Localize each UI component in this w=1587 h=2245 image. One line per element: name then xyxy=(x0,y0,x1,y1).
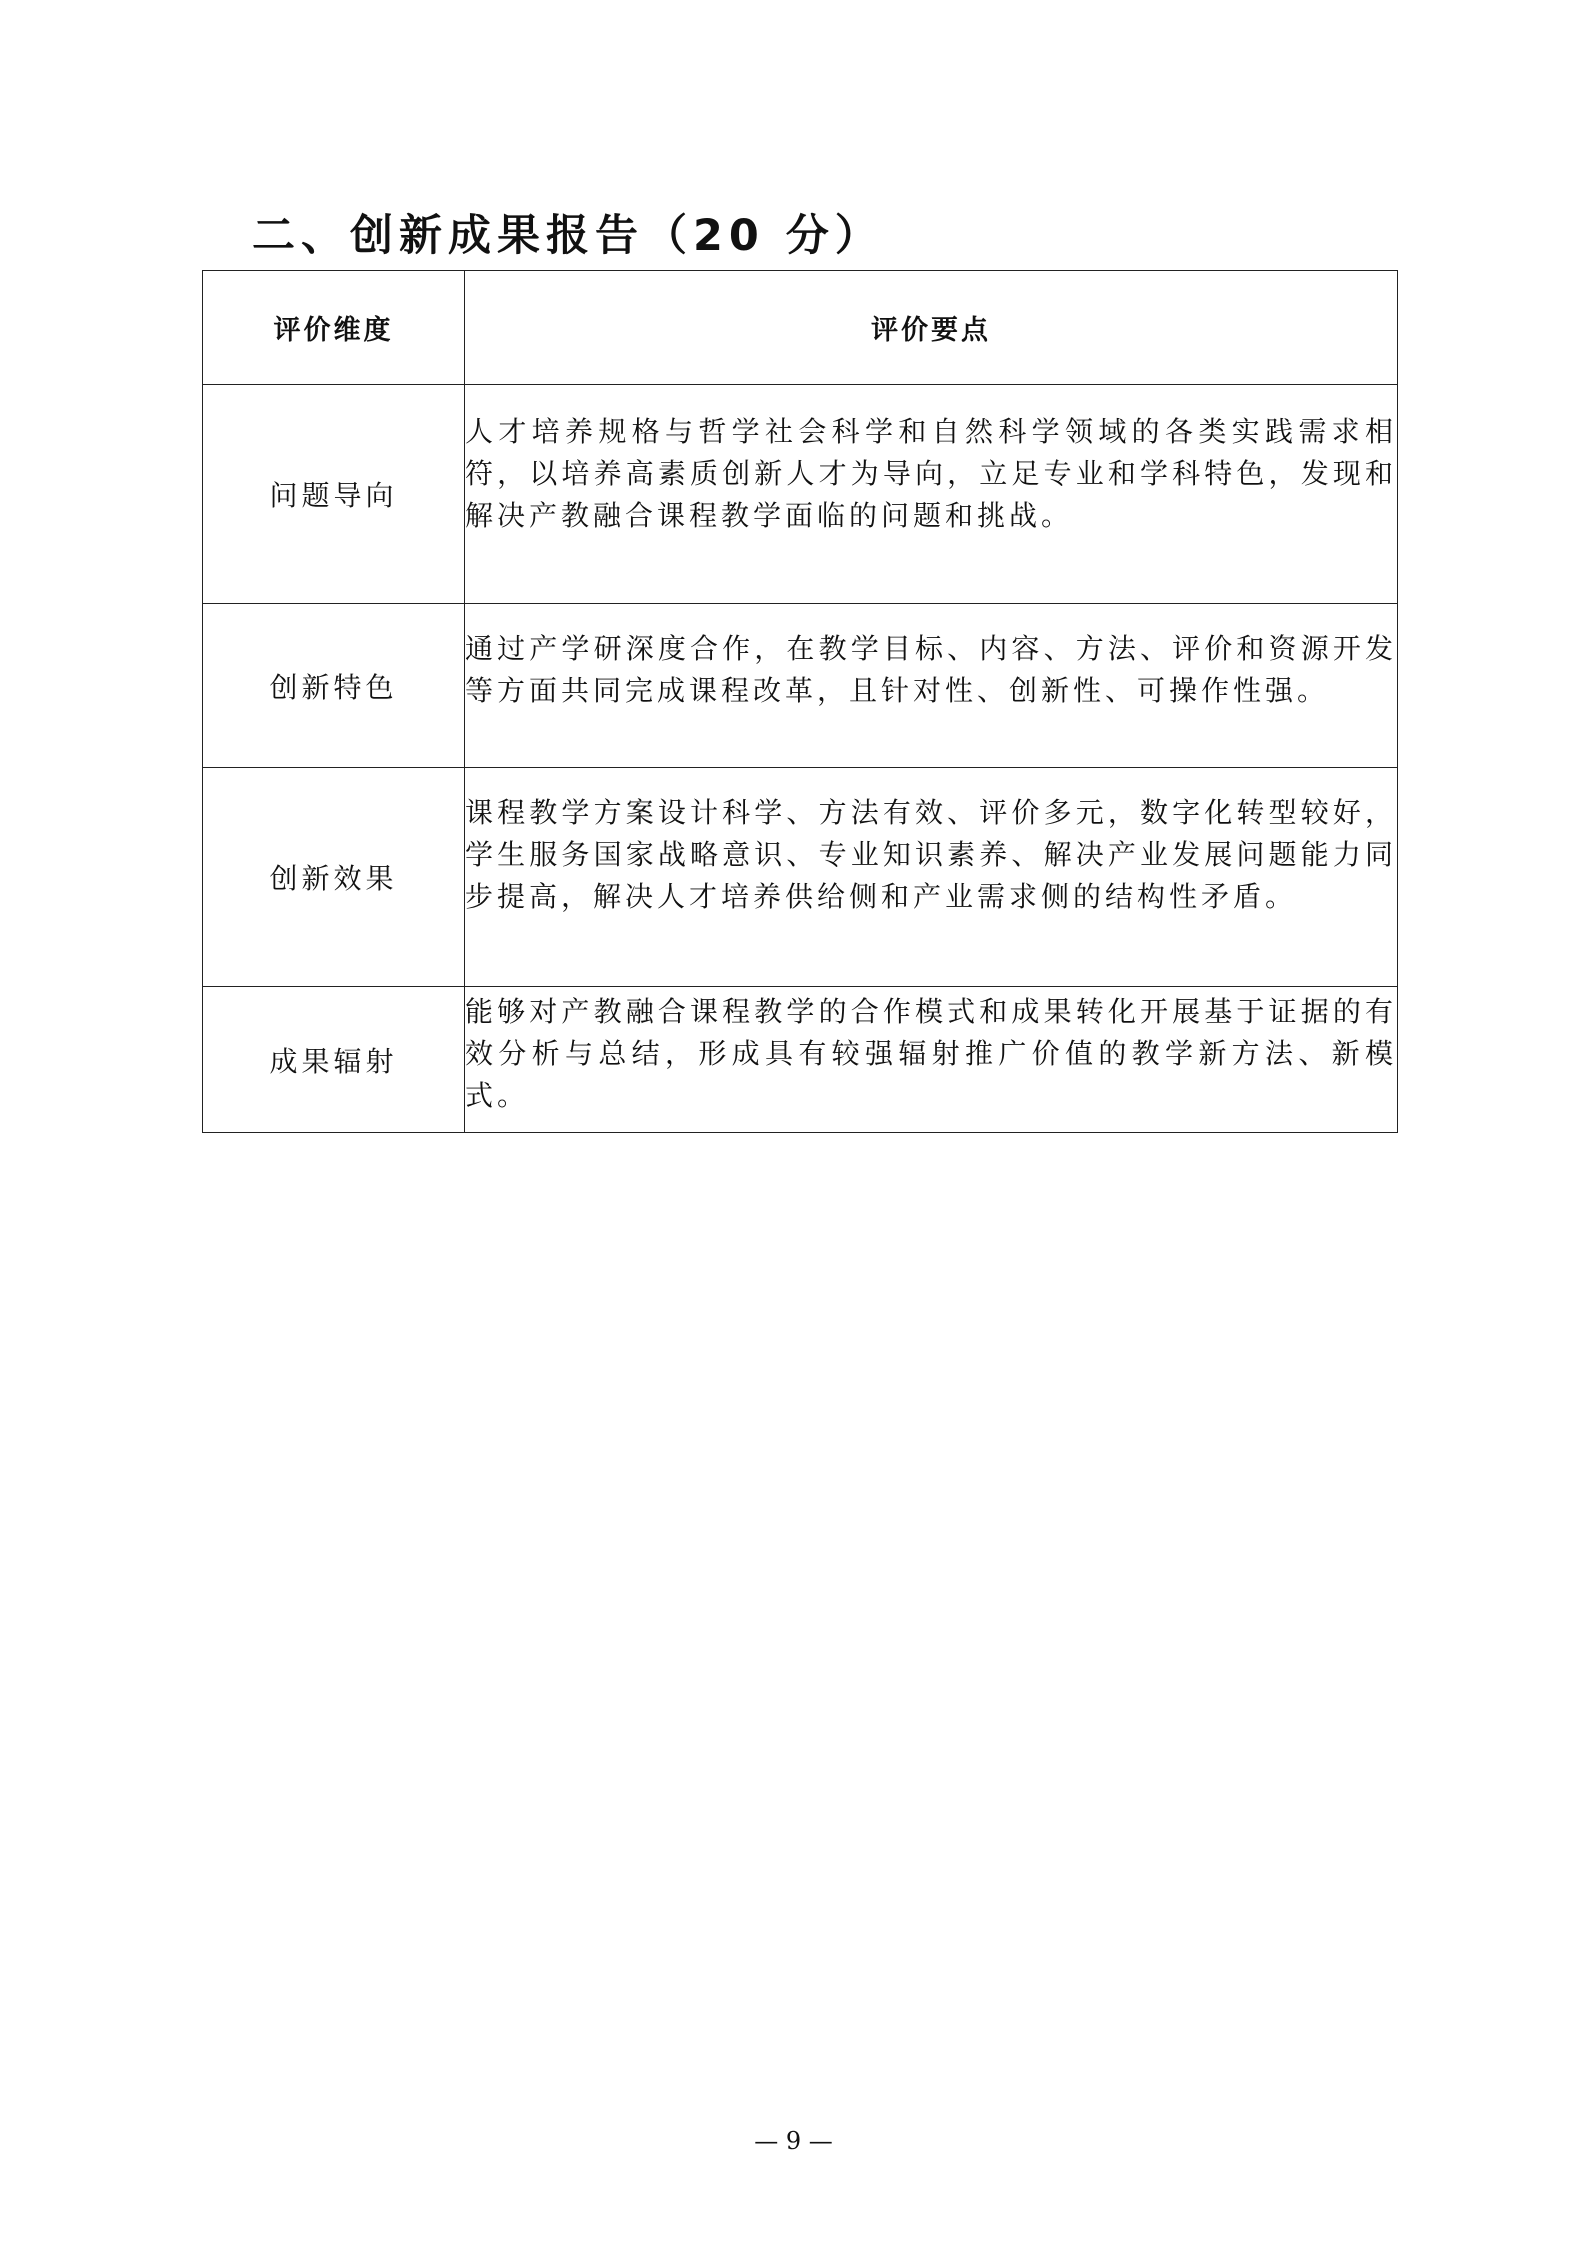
dimension-cell: 问题导向 xyxy=(203,385,465,604)
evaluation-table xyxy=(202,270,1398,1133)
table-row xyxy=(203,768,1398,987)
dimension-cell: 创新效果 xyxy=(203,768,465,987)
table-header-row xyxy=(203,271,1398,385)
dimension-cell: 创新特色 xyxy=(203,604,465,768)
table-row xyxy=(203,987,1398,1133)
points-cell: 人才培养规格与哲学社会科学和自然科学领域的各类实践需求相符，以培养高素质创新人才为导向，立足专业和学科特色，发现和解决产教融合课程教学面临的问题和挑战。 xyxy=(465,385,1398,604)
table-row xyxy=(203,604,1398,768)
points-cell: 通过产学研深度合作，在教学目标、内容、方法、评价和资源开发等方面共同完成课程改革，且针对性、创新性、可操作性强。 xyxy=(465,604,1398,768)
header-dimension: 评价维度 xyxy=(203,271,465,385)
page-title: 二、创新成果报告（20 分） xyxy=(252,211,884,261)
header-points: 评价要点 xyxy=(465,271,1398,385)
page-number: — 9 — xyxy=(754,2127,833,2155)
points-cell: 课程教学方案设计科学、方法有效、评价多元，数字化转型较好，学生服务国家战略意识、专业知识素养、解决产业发展问题能力同步提高，解决人才培养供给侧和产业需求侧的结构性矛盾。 xyxy=(465,768,1398,987)
table-row xyxy=(203,385,1398,604)
dimension-cell: 成果辐射 xyxy=(203,987,465,1133)
points-cell: 能够对产教融合课程教学的合作模式和成果转化开展基于证据的有效分析与总结，形成具有较强辐射推广价值的教学新方法、新模式。 xyxy=(465,987,1398,1133)
